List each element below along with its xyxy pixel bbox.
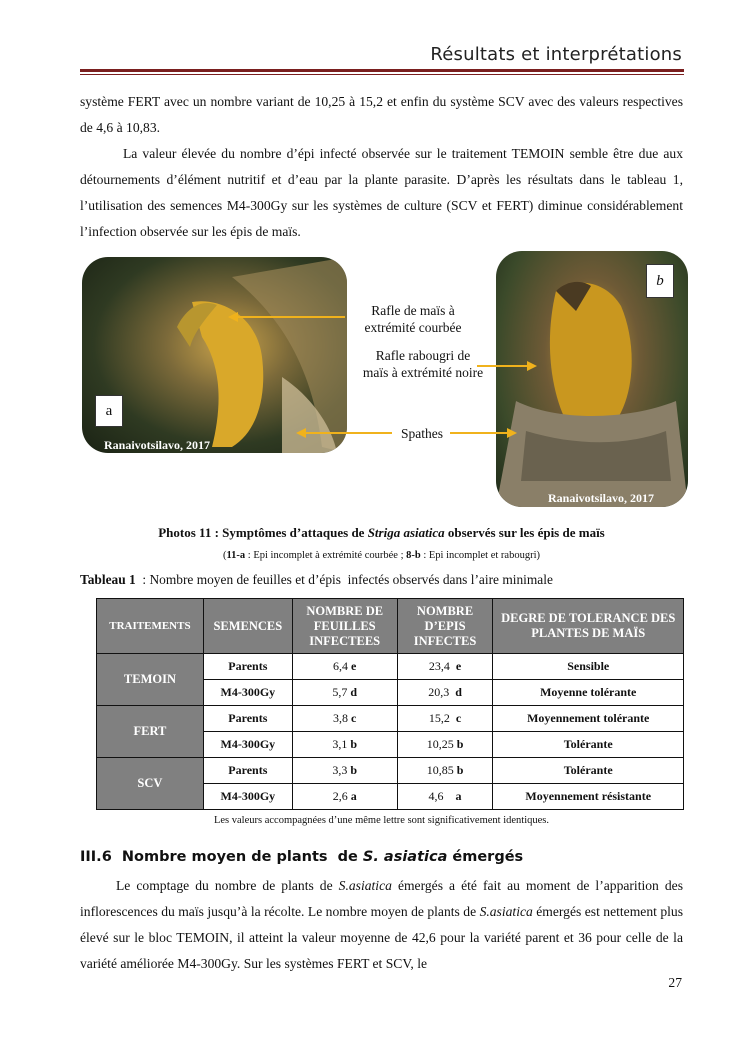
- page-header-title: Résultats et interprétations: [430, 44, 682, 65]
- cell-feuilles: 3,1 b: [292, 732, 397, 758]
- cell-epis: 10,25 b: [397, 732, 493, 758]
- cell-tolerance: Tolérante: [493, 758, 684, 784]
- results-table: [96, 598, 684, 810]
- paragraph-1: système FERT avec un nombre variant de 10,25 à 15,2 et enfin du système SCV avec des valeurs respectives de 4,6 à 10,83.: [80, 94, 683, 135]
- cell-epis: 23,4 e: [397, 654, 493, 680]
- table-row: [97, 654, 684, 680]
- annotation-spathes: Spathes: [401, 426, 443, 441]
- header-rule-thick: [80, 69, 684, 72]
- paragraph-3: Le comptage du nombre de plants de S.asiatica émergés a été fait au moment de l’apparition des inflorescences du maïs jusqu’à la récolte. Le nombre moyen de plants de S.asiatica émergés est nettement plus élevé sur le bloc TEMOIN, il atteint la valeur moyenne de 42,6 pour la variété parent et 36 pour celle de la variété améliorée M4-300Gy. Sur les systèmes FERT et SCV, le: [80, 878, 684, 971]
- cell-tolerance: Moyenne tolérante: [493, 680, 684, 706]
- table-note: Les valeurs accompagnées d’une même lettre sont significativement identiques.: [213, 815, 549, 826]
- group-scv: SCV: [97, 758, 204, 810]
- cell-feuilles: 5,7 d: [292, 680, 397, 706]
- cell-feuilles: 2,6 a: [292, 784, 397, 810]
- table-row: [97, 758, 684, 784]
- group-fert: FERT: [97, 706, 204, 758]
- photo-a-credit: Ranaivotsilavo, 2017: [104, 438, 211, 452]
- photo-caption-sub: (11-a : Epi incomplet à extrémité courbée ; 8-b : Epi incomplet et rabougri): [223, 550, 540, 561]
- header-semences: SEMENCES: [203, 599, 292, 654]
- section-heading: III.6 Nombre moyen de plants de S. asiatica émergés: [80, 849, 524, 865]
- cell-tolerance: Tolérante: [493, 732, 684, 758]
- cell-feuilles: 6,4 e: [292, 654, 397, 680]
- cell-tolerance: Moyennement résistante: [493, 784, 684, 810]
- table-header-row: [97, 599, 684, 654]
- annotation-rafle-courbee: Rafle de maïs à extrémité courbée: [364, 303, 462, 335]
- header-epis: NOMBRE D’EPIS INFECTES: [397, 599, 493, 654]
- page-number: 27: [668, 975, 682, 990]
- group-temoin: TEMOIN: [97, 654, 204, 706]
- cell-epis: 4,6 a: [397, 784, 493, 810]
- annotation-rafle-rabougri: Rafle rabougri de maïs à extrémité noire: [362, 348, 484, 380]
- cell-feuilles: 3,3 b: [292, 758, 397, 784]
- cell-semence: Parents: [203, 654, 292, 680]
- cell-semence: Parents: [203, 706, 292, 732]
- cell-semence: M4-300Gy: [203, 680, 292, 706]
- photo-a-label: a: [95, 395, 123, 427]
- cell-tolerance: Sensible: [493, 654, 684, 680]
- header-traitements: TRAITEMENTS: [97, 599, 204, 654]
- photo-a: [82, 257, 347, 453]
- cell-semence: M4-300Gy: [203, 732, 292, 758]
- paragraph-2: La valeur élevée du nombre d’épi infecté observée sur le traitement TEMOIN semble être due aux détournements d’élément nutritif et d’eau par la plante parasite. D’après les résultats dans le tableau 1, l’utilisation des semences M4-300Gy sur les systèmes de culture (SCV et FERT) diminue considérablement l’infection observée sur les épis de maïs.: [80, 146, 683, 239]
- table-title: Tableau 1 : Nombre moyen de feuilles et d’épis infectés observés dans l’aire minimale: [80, 572, 553, 587]
- photo-b: [496, 251, 688, 507]
- photo-b-credit: Ranaivotsilavo, 2017: [548, 491, 655, 505]
- table-row: [97, 706, 684, 732]
- cell-feuilles: 3,8 c: [292, 706, 397, 732]
- photo-b-label: b: [646, 264, 674, 298]
- header-tolerance: DEGRE DE TOLERANCE DES PLANTES DE MAÏS: [493, 599, 684, 654]
- cell-epis: 10,85 b: [397, 758, 493, 784]
- cell-semence: Parents: [203, 758, 292, 784]
- cell-tolerance: Moyennement tolérante: [493, 706, 684, 732]
- cell-epis: 15,2 c: [397, 706, 493, 732]
- header-feuilles: NOMBRE DE FEUILLES INFECTEES: [292, 599, 397, 654]
- cell-epis: 20,3 d: [397, 680, 493, 706]
- photo-caption: Photos 11 : Symptômes d’attaques de Striga asiatica observés sur les épis de maïs: [158, 525, 605, 540]
- cell-semence: M4-300Gy: [203, 784, 292, 810]
- header-rule-thin: [80, 74, 684, 75]
